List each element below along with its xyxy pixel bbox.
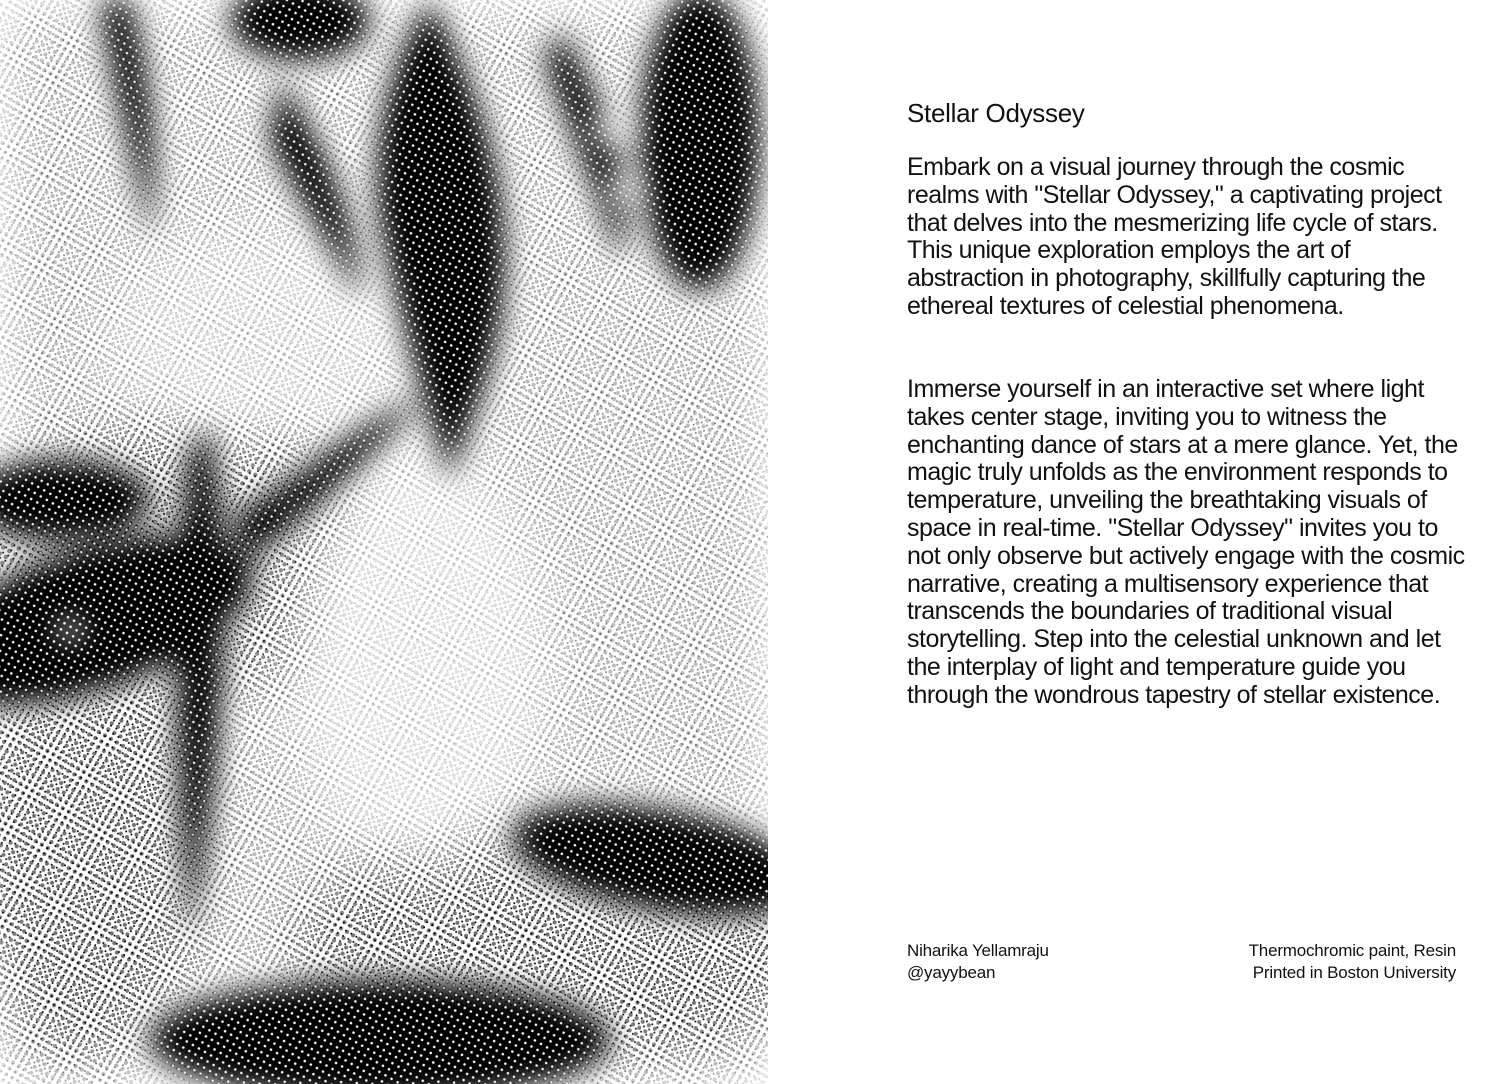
artist-name: Niharika Yellamraju [907, 941, 1049, 960]
artist-handle: @yayybean [907, 963, 996, 982]
article-title: Stellar Odyssey [907, 98, 1085, 128]
article-paragraph-body: Immerse yourself in an interactive set where light takes center stage, inviting you to witness the enchanting dance of stars at a mere glance. Yet, the magic truly unfolds as the environment responds to temperature, unveiling the breathtaking visuals of space in real-time. "Stellar Odyssey" invites you to not only observe but actively engage with the cosmic narrative, creating a multisensory experience that transcends the boundaries of traditional visual storytelling. Step into the celestial unknown and let the interplay of light and temperature guide you through the wondrous tapestry of stellar existence. [907, 375, 1465, 709]
article-paragraph-intro: Embark on a visual journey through the cosmic realms with "Stellar Odyssey," a captivating project that delves into the mesmerizing life cycle of stars. This unique exploration employs the art of abstraction in photography, skillfully capturing the ethereal textures of celestial phenomena. [907, 153, 1442, 320]
text-page [768, 0, 1500, 1084]
materials-text: Thermochromic paint, Resin [1248, 941, 1456, 960]
artist-credits [907, 940, 1049, 984]
production-credits [1249, 940, 1456, 984]
print-location-text: Printed in Boston University [1252, 963, 1456, 982]
